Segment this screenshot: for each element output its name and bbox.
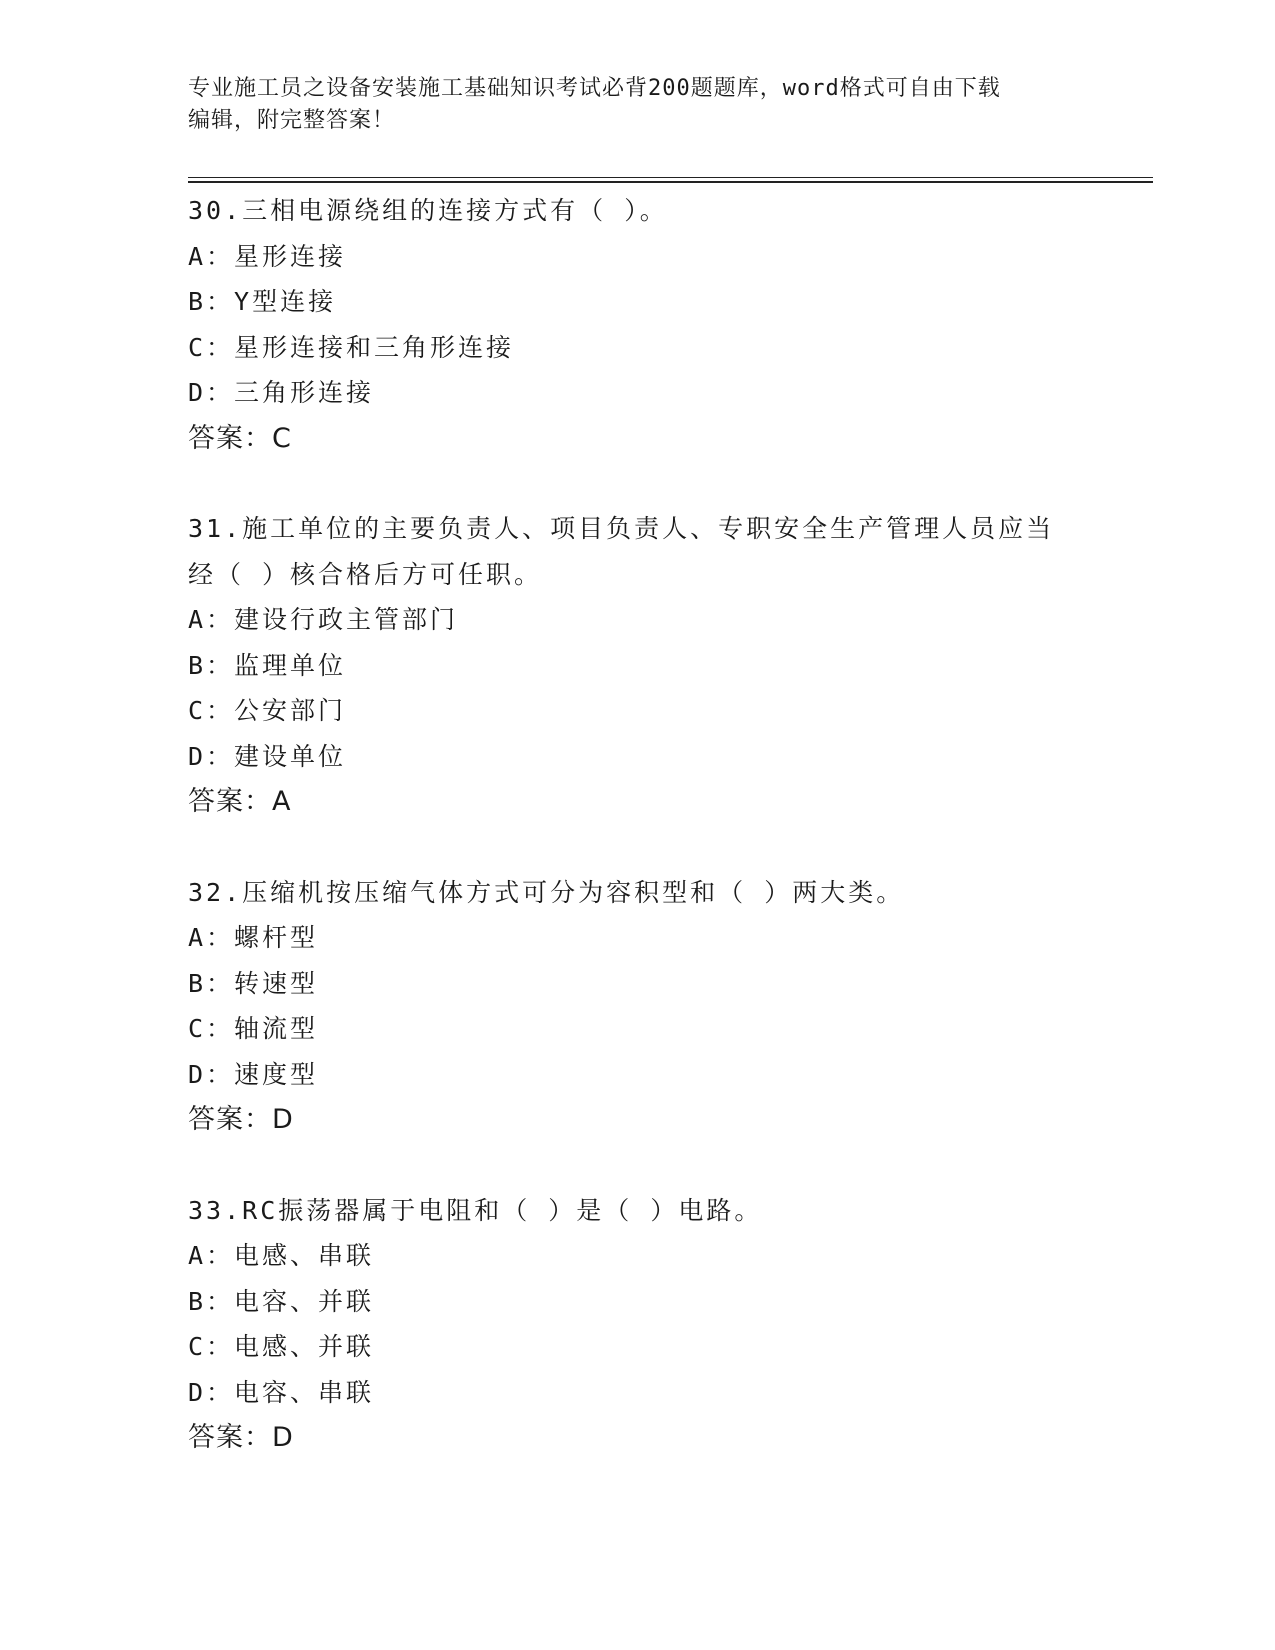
answer-line: 答案：C	[188, 422, 292, 454]
option-c: C：公安部门	[188, 696, 347, 725]
answer-line: 答案：D	[188, 1104, 294, 1135]
option-d: D：三角形连接	[188, 378, 375, 407]
header-line-2: 编辑，附完整答案！	[188, 108, 396, 133]
question-31	[188, 506, 1088, 825]
option-c: C：电感、并联	[188, 1332, 375, 1361]
question-30	[188, 188, 1088, 461]
option-a: A：星形连接	[188, 241, 347, 271]
option-d: D：电容、串联	[188, 1377, 375, 1407]
header-line-1: 专业施工员之设备安装施工基础知识考试必背200题题库，word格式可自由下载	[188, 76, 1001, 101]
question-stem-line: 33.RC振荡器属于电阻和（ ）是（ ）电路。	[188, 1195, 763, 1225]
question-stem-line: 30.三相电源绕组的连接方式有（ ）。	[188, 196, 668, 225]
header-divider-thin	[188, 177, 1153, 178]
answer-line: 答案：D	[188, 1422, 294, 1453]
option-b: B：监理单位	[188, 650, 347, 680]
option-a: A：螺杆型	[188, 923, 319, 952]
option-b: B：电容、并联	[188, 1286, 375, 1316]
option-b: B：转速型	[188, 968, 319, 998]
option-a: A：电感、串联	[188, 1241, 375, 1270]
option-c: C：轴流型	[188, 1014, 319, 1043]
question-33	[188, 1188, 1088, 1461]
header-divider-thick	[188, 181, 1153, 183]
question-stem-line: 31.施工单位的主要负责人、项目负责人、专职安全生产管理人员应当	[188, 514, 1055, 543]
document-header	[188, 73, 1088, 137]
question-32	[188, 870, 1088, 1143]
question-stem-line: 经（ ）核合格后方可任职。	[188, 559, 543, 589]
option-d: D：建设单位	[188, 741, 347, 771]
option-b: B：Y型连接	[188, 287, 337, 316]
option-d: D：速度型	[188, 1059, 319, 1089]
answer-line: 答案：A	[188, 786, 292, 817]
question-list	[188, 188, 1088, 1506]
question-stem-line: 32.压缩机按压缩气体方式可分为容积型和（ ）两大类。	[188, 877, 905, 907]
option-a: A：建设行政主管部门	[188, 605, 459, 634]
option-c: C：星形连接和三角形连接	[188, 332, 515, 362]
